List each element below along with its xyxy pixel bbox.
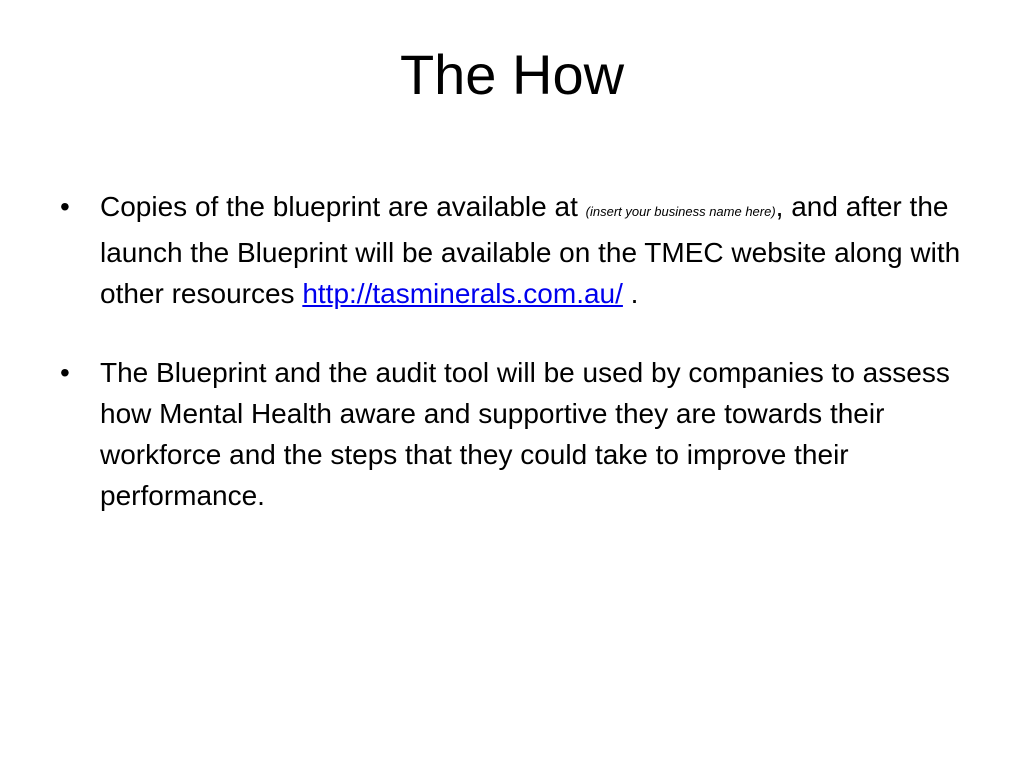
- tasminerals-link[interactable]: http://tasminerals.com.au/: [302, 278, 623, 309]
- bullet-1-text-end: .: [622, 278, 639, 309]
- bullet-icon: •: [60, 357, 70, 388]
- bullet-1-text-middle: , and after the launch the Blueprint will be available on the TMEC website along with other resources: [100, 191, 961, 309]
- bullet-1-text-start: Copies of the blueprint are available at: [100, 191, 586, 222]
- bullet-2-text: The Blueprint and the audit tool will be used by companies to assess how Mental Health aware and supportive they are towards their workforce and the steps that they could take to improve their performance.: [100, 357, 950, 511]
- bullet-item-1: [60, 186, 965, 314]
- bullet-icon: •: [60, 191, 70, 222]
- slide-title: The How: [399, 43, 625, 106]
- bullet-list: [60, 186, 965, 516]
- business-name-placeholder: (insert your business name here): [585, 204, 776, 219]
- bullet-item-2: [60, 352, 965, 516]
